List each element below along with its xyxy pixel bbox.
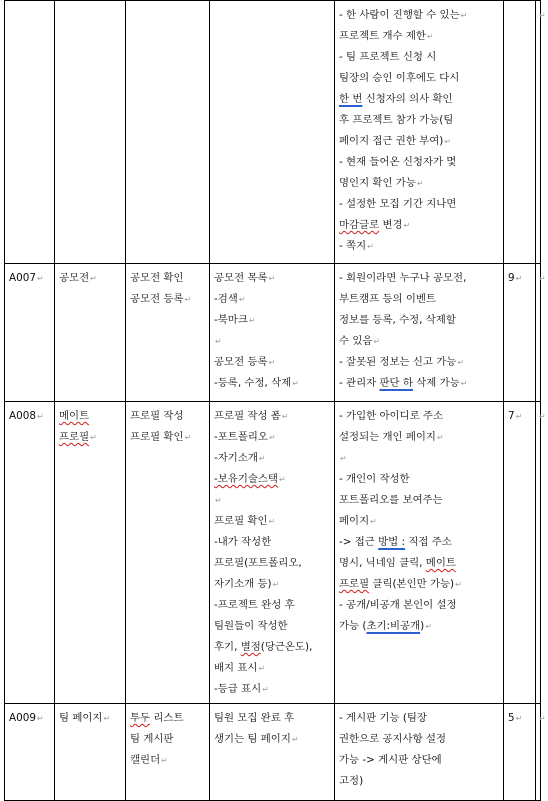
cell-id <box>5 402 55 704</box>
spellcheck-text: 마감글로 <box>339 219 380 231</box>
text-line: 삭제 가능 <box>412 377 460 389</box>
paragraph-mark-icon: ↵ <box>373 337 381 346</box>
feature-item: 프로필 작성 <box>130 410 184 422</box>
cell-count <box>504 402 536 704</box>
paragraph-mark-icon: ↵ <box>539 714 546 723</box>
row-name: 팀 페이지 <box>59 712 103 724</box>
spellcheck-text: 별점 <box>240 641 261 653</box>
paragraph-mark-icon: ↵ <box>184 295 192 304</box>
detail-line: -프로젝트 완성 후 <box>214 599 295 611</box>
detail-line: 팀원 모집 완료 후 <box>214 712 295 724</box>
paragraph-mark-icon: ↵ <box>268 358 276 367</box>
text-line: 프로젝트 개수 제한 <box>339 30 426 42</box>
detail-line: 공모전 등록 <box>214 356 268 368</box>
paragraph-mark-icon: ↵ <box>426 32 434 41</box>
spellcheck-text: -보유기술스택 <box>214 473 278 485</box>
cell-id <box>5 704 55 801</box>
text-line: 명인지 확인 가능 <box>339 177 416 189</box>
detail-line: 자기소개 등) <box>214 578 272 590</box>
table-row <box>5 1 541 264</box>
detail-line: 생기는 팀 페이지 <box>214 733 291 745</box>
feature-item: 팀 게시판 <box>130 733 174 745</box>
cell-name <box>55 1 126 264</box>
text-line: 명시, 닉네임 클릭, <box>339 557 426 569</box>
underlined-text: 방법 : <box>378 536 406 548</box>
text-line: -> 접근 <box>339 536 379 548</box>
paragraph-mark-icon: ↵ <box>460 379 468 388</box>
paragraph-mark-icon: ↵ <box>340 454 347 463</box>
spellcheck-text: 메이트 <box>425 557 456 569</box>
cell-count <box>504 264 536 402</box>
text-line: 신청자의 의사 확인 <box>362 93 453 105</box>
detail-line: 프로필(포트폴리오, <box>214 557 302 569</box>
paragraph-mark-icon: ↵ <box>460 11 468 20</box>
paragraph-mark-icon: ↵ <box>515 714 523 723</box>
paragraph-mark-icon: ↵ <box>539 274 546 283</box>
text-line: 페이지 <box>339 515 370 527</box>
feature-spec-table <box>4 0 546 801</box>
text-line: 설정되는 개인 페이지 <box>339 431 436 443</box>
cell-features <box>126 402 210 704</box>
cell-detail <box>210 264 335 402</box>
paragraph-mark-icon: ↵ <box>515 274 523 283</box>
paragraph-mark-icon: ↵ <box>367 242 374 251</box>
paragraph-mark-icon: ↵ <box>281 412 289 421</box>
row-id: A008 <box>9 410 36 422</box>
paragraph-mark-icon: ↵ <box>291 735 299 744</box>
paragraph-mark-icon: ↵ <box>215 496 222 505</box>
document-page <box>4 0 546 801</box>
table-row <box>5 402 541 704</box>
paragraph-mark-icon: ↵ <box>272 580 280 589</box>
text-line: 가능 ( <box>339 620 367 632</box>
paragraph-mark-icon: ↵ <box>268 433 276 442</box>
paragraph-mark-icon: ↵ <box>215 337 222 346</box>
text-line: 포트폴리오를 보여주는 <box>339 494 443 506</box>
paragraph-mark-icon: ↵ <box>238 295 246 304</box>
text-line: 수 있음 <box>339 335 373 347</box>
paragraph-mark-icon: ↵ <box>184 433 192 442</box>
row-id: A007 <box>9 272 36 284</box>
count-value: 9 <box>508 272 515 284</box>
paragraph-mark-icon: ↵ <box>258 454 266 463</box>
paragraph-mark-icon: ↵ <box>36 714 44 723</box>
detail-line: 프로필 작성 폼 <box>214 410 281 422</box>
paragraph-mark-icon: ↵ <box>103 714 111 723</box>
text-line: - 현재 들어온 신청자가 몇 <box>339 156 457 168</box>
text-line: - 게시판 기능 (팀장 <box>339 712 427 724</box>
row-name: 프로필 <box>59 431 90 443</box>
cell-name <box>55 704 126 801</box>
count-value: 7 <box>508 410 515 422</box>
cell-end <box>536 1 546 264</box>
row-id: A009 <box>9 712 36 724</box>
feature-item: 공모전 등록 <box>130 293 184 305</box>
paragraph-mark-icon: ↵ <box>455 580 462 589</box>
cell-end <box>536 402 546 704</box>
underlined-text: 초기:비공개 <box>366 620 421 632</box>
paragraph-mark-icon: ↵ <box>515 412 523 421</box>
paragraph-mark-icon: ↵ <box>36 412 44 421</box>
text-line: 가능 -> 게시판 상단에 <box>339 754 442 766</box>
cell-features <box>126 1 210 264</box>
row-name: 공모전 <box>59 272 90 284</box>
paragraph-mark-icon: ↵ <box>258 664 266 673</box>
detail-line: -검색 <box>214 293 238 305</box>
text-line: ) <box>420 620 425 632</box>
underlined-text: 판단 하 <box>379 377 413 389</box>
text-line: 권한으로 공지사항 설정 <box>339 733 446 745</box>
paragraph-mark-icon: ↵ <box>403 221 411 230</box>
text-line: 후 프로젝트 참가 가능(팀 <box>339 114 454 126</box>
text-line: - 팀 프로젝트 신청 시 <box>339 51 437 63</box>
cell-count <box>504 704 536 801</box>
detail-line: 프로필 확인 <box>214 515 268 527</box>
text-line: - 공개/비공개 본인이 설정 <box>339 599 457 611</box>
paragraph-mark-icon: ↵ <box>248 316 256 325</box>
paragraph-mark-icon: ↵ <box>90 433 97 442</box>
row-name: 메이트 <box>59 410 90 422</box>
text-line: 클릭(본인만 가능) <box>369 578 455 590</box>
cell-id <box>5 1 55 264</box>
cell-detail <box>210 402 335 704</box>
text-line: - 관리자 <box>339 377 380 389</box>
paragraph-mark-icon: ↵ <box>425 622 432 631</box>
cell-end <box>536 704 546 801</box>
spellcheck-text: 투두 <box>130 712 151 724</box>
cell-name <box>55 402 126 704</box>
text-line: - 가입한 아이디로 주소 <box>339 410 443 422</box>
cell-name <box>55 264 126 402</box>
detail-line: -자기소개 <box>214 452 258 464</box>
feature-item: 프로필 확인 <box>130 431 184 443</box>
detail-line: -내가 작성한 <box>214 536 272 548</box>
paragraph-mark-icon: ↵ <box>539 11 546 20</box>
text-line: 부트캠프 등의 이벤트 <box>339 293 436 305</box>
detail-line: -등급 표시 <box>214 683 262 695</box>
text-line: 정보를 등록, 수정, 삭제할 <box>339 314 456 326</box>
text-line: 페이지 접근 권한 부여) <box>339 135 444 147</box>
cell-end <box>536 264 546 402</box>
table-row <box>5 704 541 801</box>
paragraph-mark-icon: ↵ <box>416 179 424 188</box>
text-line: 고정) <box>339 775 364 787</box>
detail-line: -북마크 <box>214 314 248 326</box>
paragraph-mark-icon: ↵ <box>539 412 546 421</box>
detail-line: (당근온도), <box>260 641 313 653</box>
paragraph-mark-icon: ↵ <box>36 274 44 283</box>
text-line: - 잘못된 정보는 신고 가능 <box>339 356 457 368</box>
paragraph-mark-icon: ↵ <box>268 274 276 283</box>
spellcheck-text: 프로필 <box>339 578 370 590</box>
text-line: 팀장의 승인 이후에도 다시 <box>339 72 460 84</box>
feature-item: 리스트 <box>150 712 184 724</box>
text-line: - 쪽지 <box>339 240 367 252</box>
detail-line: 팀원들이 작성한 <box>214 620 288 632</box>
cell-description <box>335 264 504 402</box>
feature-item: 공모전 확인 <box>130 272 184 284</box>
text-line: 직접 주소 <box>405 536 452 548</box>
paragraph-mark-icon: ↵ <box>444 137 452 146</box>
text-line: - 한 사람이 진행할 수 있는 <box>339 9 460 21</box>
text-line: - 개인이 작성한 <box>339 473 410 485</box>
paragraph-mark-icon: ↵ <box>268 517 276 526</box>
table-row <box>5 264 541 402</box>
paragraph-mark-icon: ↵ <box>457 358 465 367</box>
detail-line: 공모전 목록 <box>214 272 268 284</box>
text-line: - 설정한 모집 기간 지나면 <box>339 198 457 210</box>
cell-description <box>335 1 504 264</box>
paragraph-mark-icon: ↵ <box>436 433 444 442</box>
detail-line: 후기, <box>214 641 241 653</box>
cell-detail <box>210 704 335 801</box>
cell-features <box>126 264 210 402</box>
cell-detail <box>210 1 335 264</box>
paragraph-mark-icon: ↵ <box>161 756 168 765</box>
detail-line: -포트폴리오 <box>214 431 268 443</box>
cell-features <box>126 704 210 801</box>
detail-line: 배지 표시 <box>214 662 258 674</box>
feature-item: 캘린더 <box>130 754 161 766</box>
paragraph-mark-icon: ↵ <box>262 685 269 694</box>
cell-description <box>335 402 504 704</box>
text-line: - 회원이라면 누구나 공모전, <box>339 272 467 284</box>
paragraph-mark-icon: ↵ <box>90 274 97 283</box>
paragraph-mark-icon: ↵ <box>278 475 286 484</box>
cell-description <box>335 704 504 801</box>
count-value: 5 <box>508 712 515 724</box>
detail-line: -등록, 수정, 삭제 <box>214 377 292 389</box>
text-line: 변경 <box>379 219 403 231</box>
cell-count <box>504 1 536 264</box>
paragraph-mark-icon: ↵ <box>292 379 299 388</box>
paragraph-mark-icon: ↵ <box>370 517 377 526</box>
cell-id <box>5 264 55 402</box>
underlined-text: 한 번 <box>339 93 363 105</box>
